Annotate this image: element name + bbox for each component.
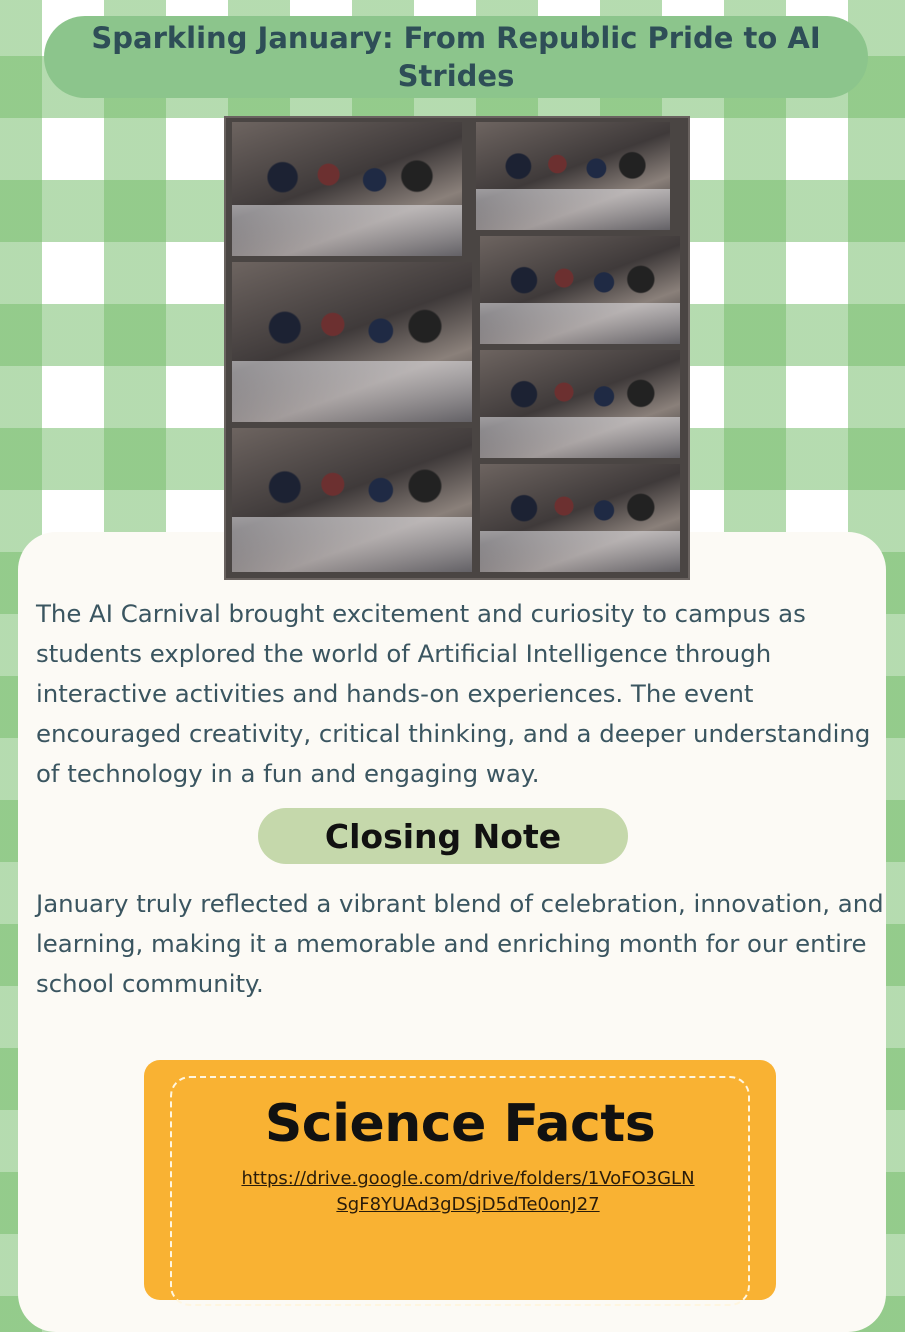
collage-photo-7 (480, 464, 680, 572)
collage-photo-3 (232, 262, 472, 422)
closing-note-paragraph: January truly reflected a vibrant blend of celebration, innovation, and learning, making it a memorable and enriching month for our entire school community. (36, 889, 884, 998)
science-facts-link[interactable] (210, 1166, 726, 1218)
page-title-text: Sparkling January: From Republic Pride to AI Strides (91, 21, 821, 93)
collage-photo-4 (480, 236, 680, 344)
closing-note-heading-text: Closing Note (324, 816, 562, 856)
collage-photo-1 (232, 122, 462, 256)
collage-photo-6 (232, 428, 472, 572)
science-facts-link-line2[interactable]: SgF8YUAd3gDSjD5dTe0onJ27 (336, 1194, 600, 1215)
ai-carnival-paragraph: The AI Carnival brought excitement and curiosity to campus as students explored the world of Artificial Intelligence through interactive activities and hands-on experiences. The event encouraged creativity, critical thinking, and a deeper understanding of technology in a fun and engaging way. (36, 599, 871, 788)
science-facts-link-line1[interactable]: https://drive.google.com/drive/folders/1VoFO3GLN (241, 1168, 695, 1189)
photo-collage (226, 118, 688, 578)
collage-photo-2 (476, 122, 670, 230)
page-title (44, 16, 868, 98)
science-facts-heading: Science Facts (264, 1094, 656, 1154)
collage-photo-5 (480, 350, 680, 458)
closing-note-heading (258, 808, 628, 864)
